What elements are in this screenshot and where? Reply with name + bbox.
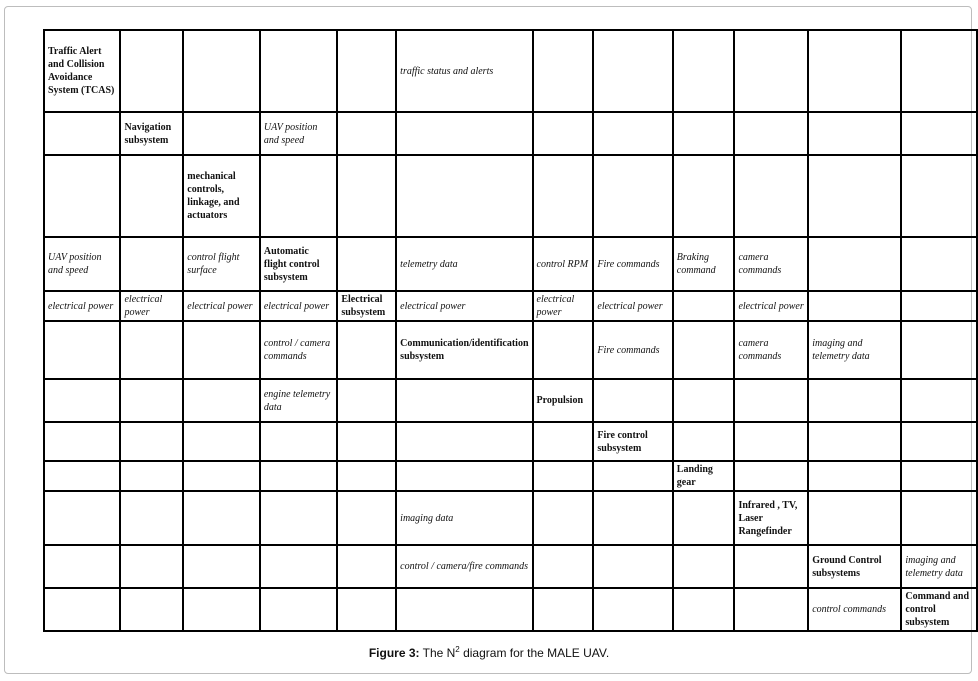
- matrix-cell-empty: [808, 112, 901, 155]
- subsystem-cell: Automatic flight control subsystem: [260, 237, 337, 291]
- matrix-cell-empty: [120, 155, 183, 237]
- matrix-row: [44, 30, 977, 112]
- caption-text-post: diagram for the MALE UAV.: [459, 646, 610, 660]
- matrix-cell-empty: [183, 461, 260, 491]
- matrix-cell-empty: [396, 422, 532, 461]
- matrix-cell-empty: [901, 491, 977, 545]
- matrix-row: [44, 491, 977, 545]
- matrix-cell-empty: [337, 112, 396, 155]
- matrix-cell-empty: [673, 379, 735, 422]
- matrix-cell-empty: [183, 112, 260, 155]
- interface-cell: control flight surface: [183, 237, 260, 291]
- matrix-cell-empty: [673, 30, 735, 112]
- matrix-cell-empty: [44, 155, 120, 237]
- matrix-cell-empty: [901, 155, 977, 237]
- interface-cell: camera commands: [734, 321, 808, 379]
- matrix-cell-empty: [120, 237, 183, 291]
- interface-cell: UAV position and speed: [260, 112, 337, 155]
- matrix-cell-empty: [396, 112, 532, 155]
- matrix-row: [44, 588, 977, 631]
- matrix-cell-empty: [734, 461, 808, 491]
- interface-cell: electrical power: [396, 291, 532, 321]
- subsystem-cell: Traffic Alert and Collision Avoidance System (TCAS): [44, 30, 120, 112]
- subsystem-cell: Ground Control subsystems: [808, 545, 901, 588]
- interface-cell: Braking command: [673, 237, 735, 291]
- matrix-cell-empty: [593, 155, 672, 237]
- matrix-cell-empty: [533, 155, 594, 237]
- matrix-cell-empty: [337, 422, 396, 461]
- matrix-cell-empty: [44, 112, 120, 155]
- matrix-cell-empty: [183, 545, 260, 588]
- matrix-cell-empty: [44, 379, 120, 422]
- matrix-cell-empty: [337, 155, 396, 237]
- matrix-cell-empty: [593, 112, 672, 155]
- matrix-cell-empty: [734, 379, 808, 422]
- matrix-cell-empty: [183, 588, 260, 631]
- matrix-row: [44, 461, 977, 491]
- matrix-cell-empty: [734, 155, 808, 237]
- matrix-cell-empty: [901, 422, 977, 461]
- matrix-cell-empty: [396, 588, 532, 631]
- subsystem-cell: Fire control subsystem: [593, 422, 672, 461]
- matrix-cell-empty: [593, 588, 672, 631]
- subsystem-cell: Navigation subsystem: [120, 112, 183, 155]
- subsystem-cell: Electrical subsystem: [337, 291, 396, 321]
- matrix-cell-empty: [120, 30, 183, 112]
- interface-cell: engine telemetry data: [260, 379, 337, 422]
- matrix-row: [44, 321, 977, 379]
- interface-cell: UAV position and speed: [44, 237, 120, 291]
- matrix-cell-empty: [673, 422, 735, 461]
- matrix-row: [44, 291, 977, 321]
- matrix-cell-empty: [44, 588, 120, 631]
- matrix-cell-empty: [337, 30, 396, 112]
- matrix-cell-empty: [120, 379, 183, 422]
- matrix-cell-empty: [734, 422, 808, 461]
- matrix-row: [44, 422, 977, 461]
- matrix-cell-empty: [120, 545, 183, 588]
- matrix-cell-empty: [120, 422, 183, 461]
- interface-cell: imaging and telemetry data: [808, 321, 901, 379]
- matrix-cell-empty: [901, 321, 977, 379]
- matrix-row: [44, 155, 977, 237]
- matrix-cell-empty: [260, 545, 337, 588]
- interface-cell: control / camera commands: [260, 321, 337, 379]
- matrix-cell-empty: [808, 237, 901, 291]
- interface-cell: telemetry data: [396, 237, 532, 291]
- matrix-cell-empty: [44, 491, 120, 545]
- matrix-cell-empty: [734, 545, 808, 588]
- matrix-cell-empty: [337, 321, 396, 379]
- matrix-cell-empty: [901, 461, 977, 491]
- matrix-cell-empty: [337, 491, 396, 545]
- interface-cell: control / camera/fire commands: [396, 545, 532, 588]
- matrix-cell-empty: [44, 321, 120, 379]
- matrix-cell-empty: [337, 588, 396, 631]
- matrix-cell-empty: [673, 321, 735, 379]
- matrix-cell-empty: [260, 155, 337, 237]
- matrix-cell-empty: [673, 491, 735, 545]
- matrix-cell-empty: [44, 461, 120, 491]
- matrix-cell-empty: [396, 379, 532, 422]
- matrix-cell-empty: [260, 588, 337, 631]
- matrix-cell-empty: [901, 379, 977, 422]
- subsystem-cell: Communication/identification subsystem: [396, 321, 532, 379]
- matrix-cell-empty: [260, 491, 337, 545]
- matrix-cell-empty: [183, 321, 260, 379]
- matrix-cell-empty: [593, 461, 672, 491]
- matrix-row: [44, 545, 977, 588]
- matrix-row: [44, 237, 977, 291]
- matrix-cell-empty: [808, 155, 901, 237]
- matrix-cell-empty: [260, 422, 337, 461]
- matrix-cell-empty: [260, 461, 337, 491]
- matrix-cell-empty: [120, 461, 183, 491]
- caption-label: Figure 3:: [368, 646, 420, 660]
- matrix-cell-empty: [120, 588, 183, 631]
- matrix-cell-empty: [808, 291, 901, 321]
- matrix-cell-empty: [396, 155, 532, 237]
- subsystem-cell: Propulsion: [533, 379, 594, 422]
- matrix-cell-empty: [183, 379, 260, 422]
- matrix-cell-empty: [901, 291, 977, 321]
- matrix-cell-empty: [44, 422, 120, 461]
- matrix-row: [44, 379, 977, 422]
- interface-cell: control commands: [808, 588, 901, 631]
- interface-cell: imaging and telemetry data: [901, 545, 977, 588]
- matrix-cell-empty: [734, 112, 808, 155]
- matrix-cell-empty: [337, 545, 396, 588]
- matrix-cell-empty: [120, 491, 183, 545]
- matrix-cell-empty: [673, 112, 735, 155]
- matrix-cell-empty: [396, 461, 532, 491]
- interface-cell: electrical power: [260, 291, 337, 321]
- matrix-cell-empty: [533, 422, 594, 461]
- subsystem-cell: Infrared , TV, Laser Rangefinder: [734, 491, 808, 545]
- matrix-cell-empty: [673, 291, 735, 321]
- interface-cell: traffic status and alerts: [396, 30, 532, 112]
- matrix-cell-empty: [673, 588, 735, 631]
- matrix-cell-empty: [593, 491, 672, 545]
- interface-cell: electrical power: [593, 291, 672, 321]
- matrix-cell-empty: [183, 422, 260, 461]
- matrix-cell-empty: [901, 112, 977, 155]
- matrix-cell-empty: [808, 461, 901, 491]
- matrix-cell-empty: [808, 379, 901, 422]
- interface-cell: electrical power: [120, 291, 183, 321]
- matrix-cell-empty: [337, 461, 396, 491]
- caption-superscript: 2: [455, 645, 460, 654]
- caption-text-pre: The N: [419, 646, 456, 660]
- matrix-cell-empty: [44, 545, 120, 588]
- matrix-cell-empty: [533, 461, 594, 491]
- interface-cell: electrical power: [44, 291, 120, 321]
- matrix-cell-empty: [808, 422, 901, 461]
- interface-cell: imaging data: [396, 491, 532, 545]
- matrix-cell-empty: [808, 30, 901, 112]
- matrix-cell-empty: [808, 491, 901, 545]
- matrix-cell-empty: [120, 321, 183, 379]
- matrix-cell-empty: [533, 321, 594, 379]
- subsystem-cell: Command and control subsystem: [901, 588, 977, 631]
- figure-caption: [0, 645, 978, 660]
- matrix-cell-empty: [533, 588, 594, 631]
- interface-cell: Fire commands: [593, 321, 672, 379]
- subsystem-cell: mechanical controls, linkage, and actuators: [183, 155, 260, 237]
- matrix-row: [44, 112, 977, 155]
- interface-cell: Fire commands: [593, 237, 672, 291]
- matrix-cell-empty: [734, 588, 808, 631]
- interface-cell: camera commands: [734, 237, 808, 291]
- matrix-cell-empty: [183, 30, 260, 112]
- matrix-cell-empty: [901, 30, 977, 112]
- interface-cell: electrical power: [734, 291, 808, 321]
- n2-matrix: [43, 29, 978, 632]
- matrix-cell-empty: [734, 30, 808, 112]
- matrix-cell-empty: [593, 545, 672, 588]
- interface-cell: control RPM: [533, 237, 594, 291]
- matrix-cell-empty: [183, 491, 260, 545]
- matrix-cell-empty: [593, 30, 672, 112]
- matrix-cell-empty: [673, 155, 735, 237]
- matrix-cell-empty: [533, 545, 594, 588]
- matrix-cell-empty: [533, 30, 594, 112]
- subsystem-cell: Landing gear: [673, 461, 735, 491]
- matrix-cell-empty: [901, 237, 977, 291]
- matrix-cell-empty: [260, 30, 337, 112]
- interface-cell: electrical power: [183, 291, 260, 321]
- matrix-cell-empty: [337, 379, 396, 422]
- matrix-cell-empty: [533, 491, 594, 545]
- matrix-cell-empty: [533, 112, 594, 155]
- matrix-cell-empty: [337, 237, 396, 291]
- matrix-cell-empty: [673, 545, 735, 588]
- interface-cell: electrical power: [533, 291, 594, 321]
- matrix-cell-empty: [593, 379, 672, 422]
